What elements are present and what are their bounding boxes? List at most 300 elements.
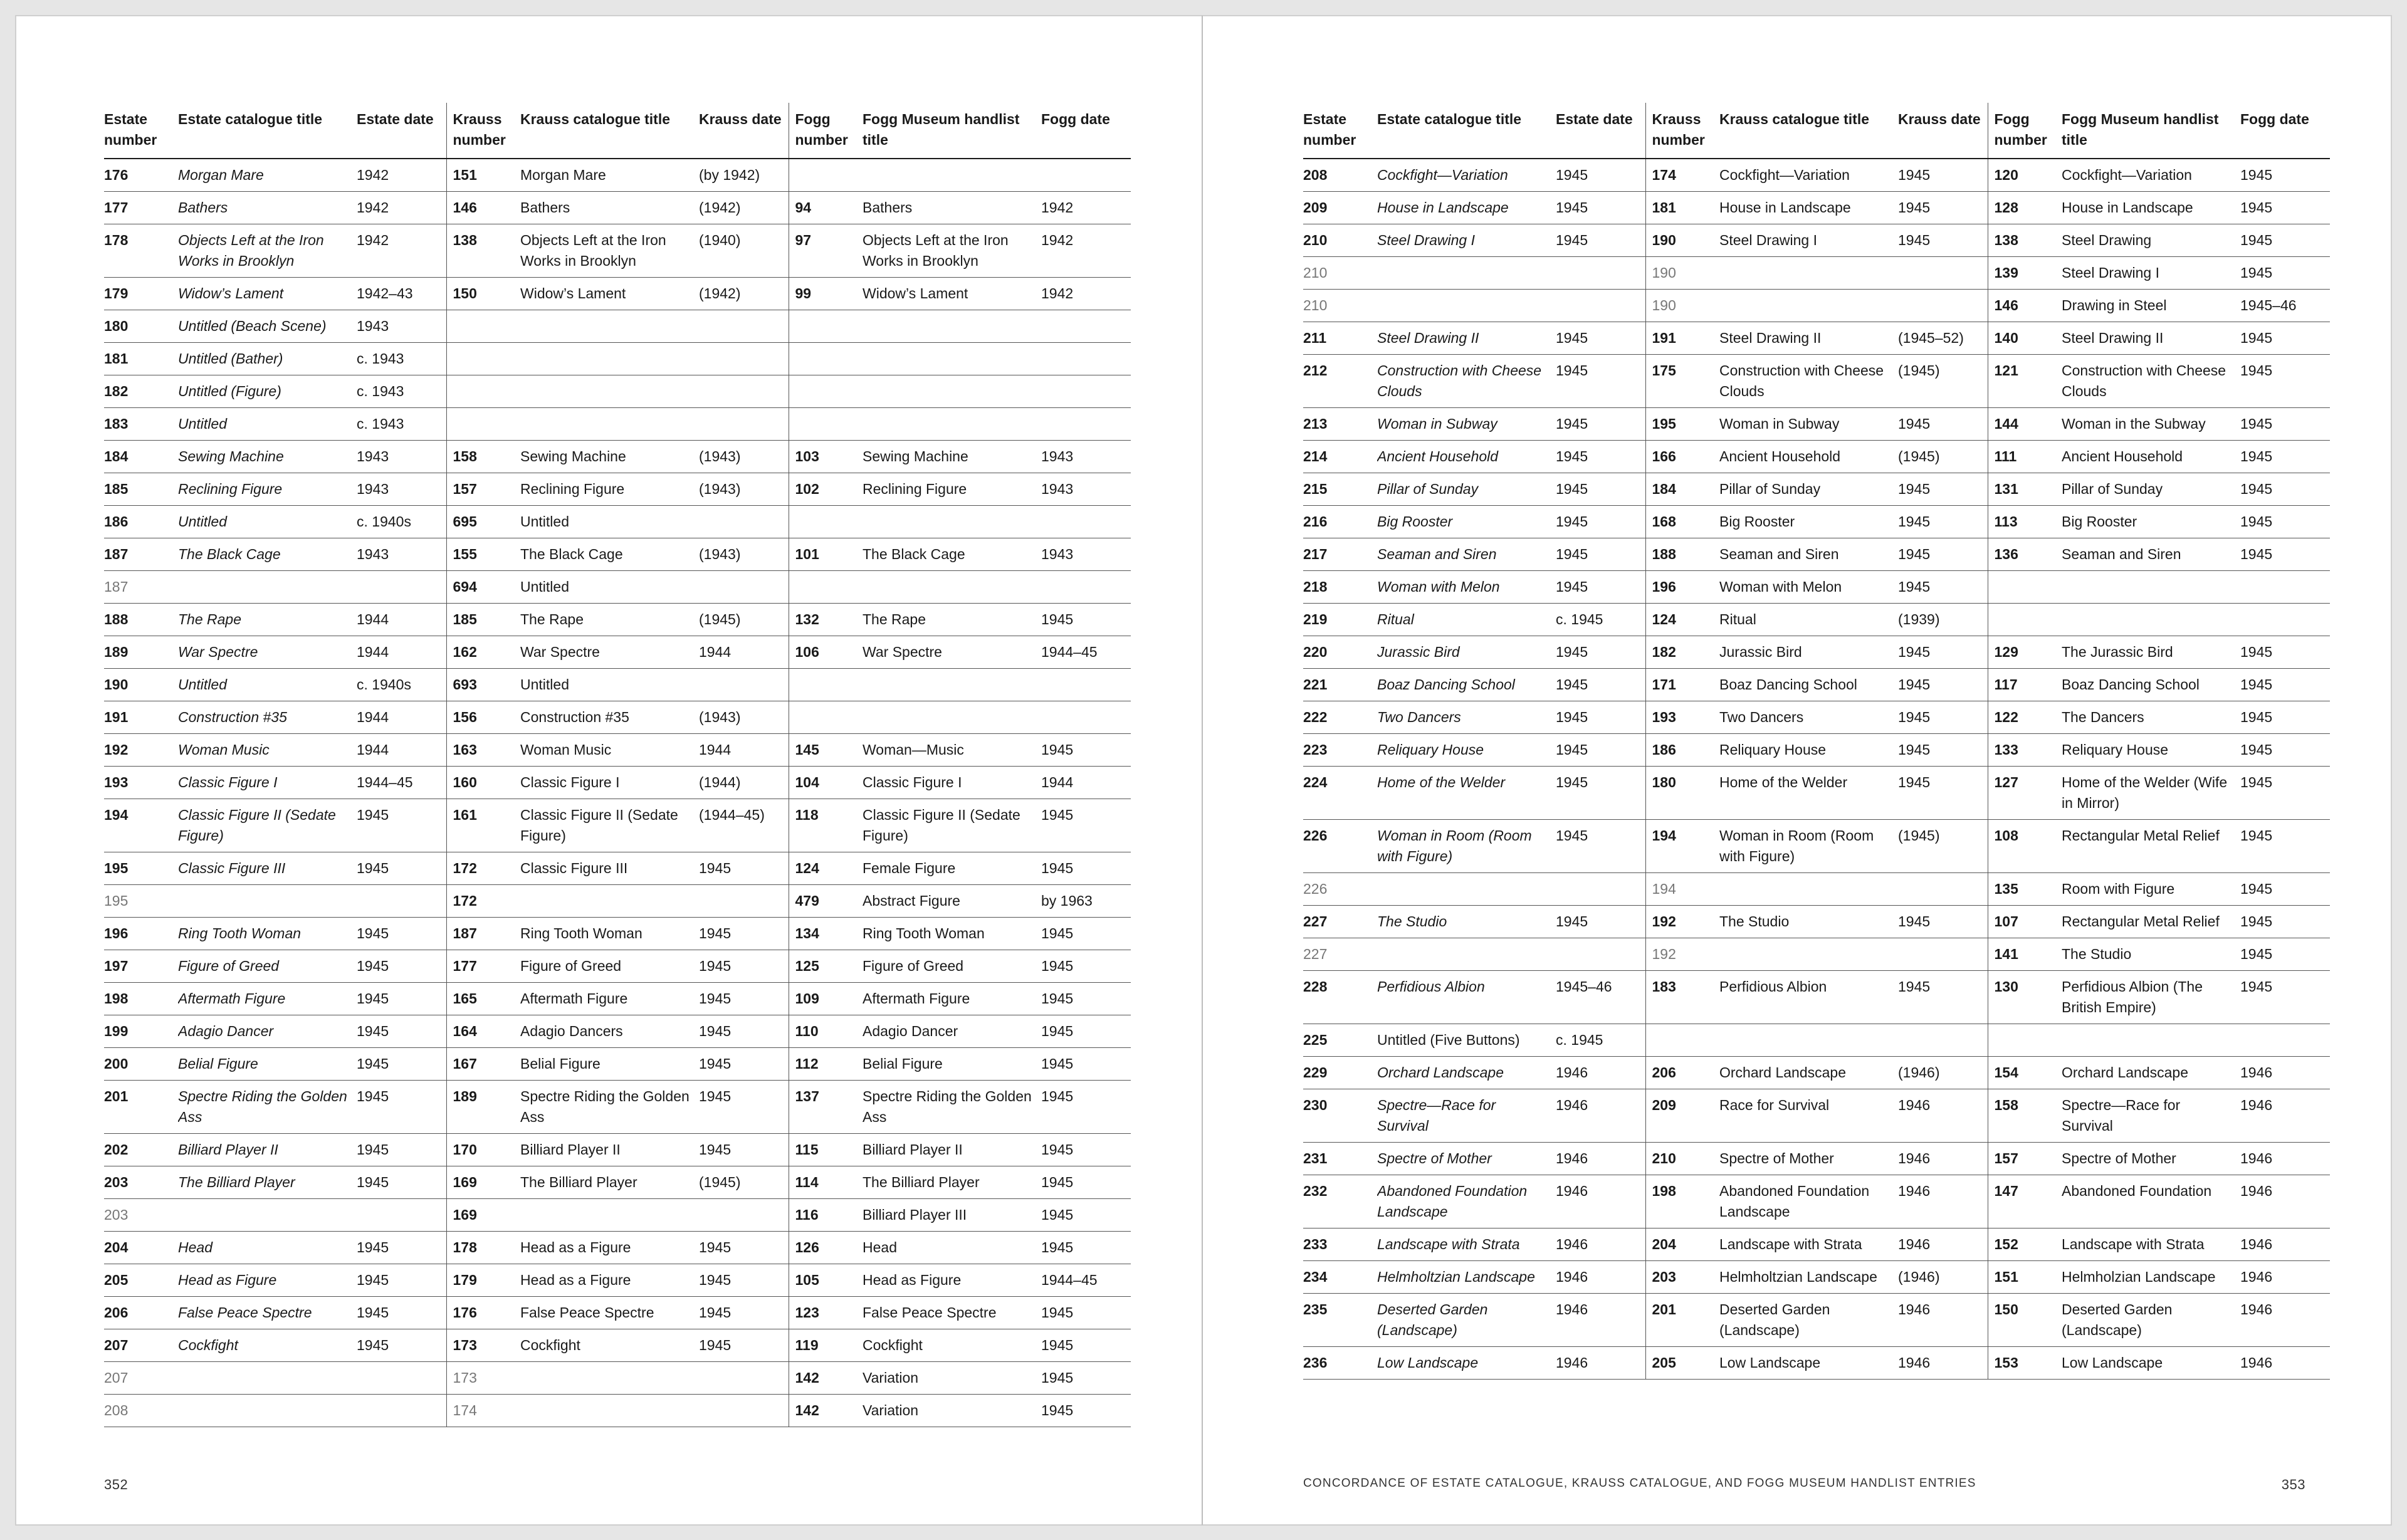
krauss-title-cell: Construction with Cheese Clouds [1719, 355, 1898, 408]
estate-date-cell: 1945 [1556, 820, 1645, 873]
table-row [104, 1395, 1131, 1427]
fogg-date-cell: 1945 [1041, 1362, 1131, 1395]
estate-title-cell: Figure of Greed [178, 950, 357, 983]
fogg-number-cell: 151 [1988, 1261, 2062, 1294]
estate-date-cell: 1945 [1556, 734, 1645, 767]
estate-date-cell [1556, 257, 1645, 290]
estate-number-cell: 179 [104, 278, 178, 310]
krauss-title-cell: Classic Figure II (Sedate Figure) [520, 799, 699, 852]
table-row [1303, 1024, 2330, 1057]
estate-date-cell: 1945 [1556, 224, 1645, 257]
table-row [1303, 290, 2330, 322]
header-estate-title: Estate catalogue title [178, 103, 357, 159]
fogg-date-cell: 1946 [2240, 1175, 2330, 1228]
krauss-number-cell: 175 [1645, 355, 1719, 408]
fogg-number-cell: 131 [1988, 473, 2062, 506]
estate-title-cell: Woman in Subway [1377, 408, 1556, 441]
estate-title-cell [1377, 257, 1556, 290]
estate-number-cell: 192 [104, 734, 178, 767]
table-row [1303, 257, 2330, 290]
krauss-date-cell: 1945 [699, 1134, 789, 1166]
fogg-number-cell: 140 [1988, 322, 2062, 355]
fogg-date-cell: 1945 [1041, 1048, 1131, 1081]
fogg-number-cell [789, 375, 863, 408]
estate-date-cell: 1944 [357, 636, 446, 669]
estate-number-cell: 234 [1303, 1261, 1377, 1294]
table-row [1303, 820, 2330, 873]
fogg-title-cell: House in Landscape [2062, 192, 2240, 224]
krauss-date-cell [699, 408, 789, 441]
krauss-number-cell: 162 [446, 636, 520, 669]
fogg-title-cell: Bathers [863, 192, 1041, 224]
krauss-title-cell: Aftermath Figure [520, 983, 699, 1015]
fogg-date-cell: 1942 [1041, 278, 1131, 310]
krauss-date-cell: 1944 [699, 734, 789, 767]
fogg-number-cell [1988, 1024, 2062, 1057]
krauss-date-cell [1898, 257, 1988, 290]
krauss-date-cell: 1945 [1898, 669, 1988, 701]
table-row [104, 852, 1131, 885]
estate-date-cell: 1946 [1556, 1347, 1645, 1380]
table-body-left [104, 159, 1131, 1427]
table-row [1303, 1143, 2330, 1175]
estate-number-cell: 195 [104, 885, 178, 918]
fogg-number-cell: 121 [1988, 355, 2062, 408]
krauss-date-cell: (1943) [699, 473, 789, 506]
krauss-title-cell: Sewing Machine [520, 441, 699, 473]
header-fogg-date: Fogg date [1041, 103, 1131, 159]
header-estate-number: Estate number [1303, 103, 1377, 159]
krauss-date-cell: 1946 [1898, 1143, 1988, 1175]
krauss-date-cell: (1945) [1898, 441, 1988, 473]
fogg-title-cell: Boaz Dancing School [2062, 669, 2240, 701]
fogg-date-cell: 1945 [2240, 906, 2330, 938]
table-row [104, 950, 1131, 983]
fogg-date-cell: 1946 [2240, 1143, 2330, 1175]
estate-date-cell: 1946 [1556, 1143, 1645, 1175]
fogg-date-cell [1041, 343, 1131, 375]
estate-number-cell: 180 [104, 310, 178, 343]
krauss-number-cell: 204 [1645, 1228, 1719, 1261]
estate-number-cell: 235 [1303, 1294, 1377, 1347]
fogg-number-cell: 117 [1988, 669, 2062, 701]
krauss-number-cell: 193 [1645, 701, 1719, 734]
estate-title-cell: Pillar of Sunday [1377, 473, 1556, 506]
krauss-title-cell: Bathers [520, 192, 699, 224]
estate-title-cell: Cockfight—Variation [1377, 159, 1556, 192]
fogg-title-cell: The Dancers [2062, 701, 2240, 734]
estate-title-cell: Reclining Figure [178, 473, 357, 506]
fogg-title-cell: Reclining Figure [863, 473, 1041, 506]
krauss-date-cell: 1946 [1898, 1347, 1988, 1380]
table-row [1303, 159, 2330, 192]
fogg-title-cell: Perfidious Albion (The British Empire) [2062, 971, 2240, 1024]
table-row [104, 408, 1131, 441]
estate-date-cell: 1945 [357, 1232, 446, 1264]
estate-title-cell: Sewing Machine [178, 441, 357, 473]
fogg-title-cell [2062, 604, 2240, 636]
estate-number-cell: 223 [1303, 734, 1377, 767]
fogg-date-cell: 1945 [2240, 322, 2330, 355]
estate-title-cell: Ritual [1377, 604, 1556, 636]
estate-date-cell: 1946 [1556, 1057, 1645, 1089]
fogg-date-cell: 1945 [1041, 799, 1131, 852]
krauss-date-cell: (1943) [699, 701, 789, 734]
fogg-number-cell: 128 [1988, 192, 2062, 224]
header-krauss-number: Krauss number [1645, 103, 1719, 159]
krauss-date-cell [699, 1199, 789, 1232]
estate-number-cell: 176 [104, 159, 178, 192]
krauss-title-cell [1719, 938, 1898, 971]
fogg-title-cell: Abandoned Foundation [2062, 1175, 2240, 1228]
estate-title-cell: House in Landscape [1377, 192, 1556, 224]
estate-date-cell: 1945 [357, 983, 446, 1015]
krauss-date-cell: (1940) [699, 224, 789, 278]
krauss-title-cell: Home of the Welder [1719, 767, 1898, 820]
krauss-date-cell: 1945 [699, 1015, 789, 1048]
krauss-date-cell [699, 310, 789, 343]
table-body-right [1303, 159, 2330, 1380]
estate-number-cell: 185 [104, 473, 178, 506]
estate-date-cell: 1942–43 [357, 278, 446, 310]
fogg-title-cell: Variation [863, 1395, 1041, 1427]
estate-date-cell: 1945 [357, 1048, 446, 1081]
estate-number-cell: 227 [1303, 906, 1377, 938]
estate-date-cell: 1945 [357, 1166, 446, 1199]
fogg-title-cell: Woman in the Subway [2062, 408, 2240, 441]
estate-number-cell: 224 [1303, 767, 1377, 820]
krauss-title-cell: Morgan Mare [520, 159, 699, 192]
krauss-title-cell: Objects Left at the Iron Works in Brooklyn [520, 224, 699, 278]
krauss-number-cell: 210 [1645, 1143, 1719, 1175]
fogg-date-cell: 1944–45 [1041, 636, 1131, 669]
fogg-number-cell: 118 [789, 799, 863, 852]
krauss-date-cell [1898, 873, 1988, 906]
estate-date-cell [357, 885, 446, 918]
krauss-title-cell: The Rape [520, 604, 699, 636]
estate-date-cell: 1945 [357, 1134, 446, 1166]
krauss-title-cell: Helmholtzian Landscape [1719, 1261, 1898, 1294]
fogg-number-cell [789, 408, 863, 441]
krauss-date-cell: (1945) [1898, 820, 1988, 873]
estate-title-cell: Bathers [178, 192, 357, 224]
krauss-date-cell: 1945 [1898, 538, 1988, 571]
fogg-date-cell: 1945 [1041, 852, 1131, 885]
table-row [104, 506, 1131, 538]
krauss-number-cell: 191 [1645, 322, 1719, 355]
fogg-date-cell: 1945 [2240, 938, 2330, 971]
krauss-title-cell: House in Landscape [1719, 192, 1898, 224]
krauss-number-cell: 138 [446, 224, 520, 278]
fogg-date-cell: 1946 [2240, 1347, 2330, 1380]
krauss-number-cell: 160 [446, 767, 520, 799]
krauss-number-cell: 182 [1645, 636, 1719, 669]
krauss-number-cell: 196 [1645, 571, 1719, 604]
header-krauss-number: Krauss number [446, 103, 520, 159]
fogg-title-cell: Head [863, 1232, 1041, 1264]
krauss-title-cell: Big Rooster [1719, 506, 1898, 538]
krauss-title-cell: Ring Tooth Woman [520, 918, 699, 950]
table-row [1303, 1228, 2330, 1261]
krauss-date-cell: 1946 [1898, 1175, 1988, 1228]
krauss-date-cell: 1945 [1898, 571, 1988, 604]
page-number-left: 352 [104, 1477, 128, 1492]
fogg-number-cell [1988, 571, 2062, 604]
krauss-number-cell: 694 [446, 571, 520, 604]
krauss-number-cell [446, 375, 520, 408]
estate-date-cell: 1945 [1556, 636, 1645, 669]
table-row [1303, 355, 2330, 408]
estate-title-cell: Jurassic Bird [1377, 636, 1556, 669]
estate-number-cell: 212 [1303, 355, 1377, 408]
estate-title-cell: Untitled (Beach Scene) [178, 310, 357, 343]
estate-date-cell: c. 1945 [1556, 604, 1645, 636]
estate-number-cell: 217 [1303, 538, 1377, 571]
estate-number-cell: 194 [104, 799, 178, 852]
krauss-date-cell: (1945–52) [1898, 322, 1988, 355]
estate-title-cell [1377, 938, 1556, 971]
fogg-number-cell: 123 [789, 1297, 863, 1329]
krauss-number-cell: 167 [446, 1048, 520, 1081]
header-estate-date: Estate date [1556, 103, 1645, 159]
table-row [104, 159, 1131, 192]
estate-title-cell: Spectre of Mother [1377, 1143, 1556, 1175]
krauss-date-cell: 1945 [1898, 506, 1988, 538]
estate-number-cell: 230 [1303, 1089, 1377, 1143]
estate-number-cell: 219 [1303, 604, 1377, 636]
estate-title-cell [178, 1362, 357, 1395]
estate-title-cell: Untitled [178, 506, 357, 538]
krauss-date-cell: (1946) [1898, 1057, 1988, 1089]
fogg-number-cell: 122 [1988, 701, 2062, 734]
krauss-number-cell: 151 [446, 159, 520, 192]
estate-date-cell [1556, 873, 1645, 906]
krauss-date-cell [699, 571, 789, 604]
estate-title-cell: Ancient Household [1377, 441, 1556, 473]
table-row [1303, 604, 2330, 636]
krauss-title-cell: Woman in Subway [1719, 408, 1898, 441]
krauss-number-cell: 146 [446, 192, 520, 224]
fogg-title-cell: Head as Figure [863, 1264, 1041, 1297]
krauss-title-cell: Pillar of Sunday [1719, 473, 1898, 506]
fogg-title-cell: Billiard Player III [863, 1199, 1041, 1232]
fogg-date-cell: 1944–45 [1041, 1264, 1131, 1297]
table-row [1303, 669, 2330, 701]
fogg-number-cell [789, 571, 863, 604]
estate-date-cell: 1945 [357, 1329, 446, 1362]
estate-number-cell: 229 [1303, 1057, 1377, 1089]
fogg-date-cell: 1945 [1041, 1015, 1131, 1048]
fogg-date-cell [1041, 701, 1131, 734]
estate-title-cell: Woman Music [178, 734, 357, 767]
fogg-number-cell: 135 [1988, 873, 2062, 906]
estate-date-cell: 1943 [357, 538, 446, 571]
fogg-title-cell [863, 408, 1041, 441]
fogg-number-cell [789, 310, 863, 343]
krauss-title-cell [520, 343, 699, 375]
krauss-title-cell: The Studio [1719, 906, 1898, 938]
table-row [104, 701, 1131, 734]
krauss-number-cell: 192 [1645, 938, 1719, 971]
krauss-number-cell: 169 [446, 1166, 520, 1199]
table-row [104, 473, 1131, 506]
estate-date-cell: 1942 [357, 192, 446, 224]
krauss-title-cell: Ritual [1719, 604, 1898, 636]
estate-title-cell: Two Dancers [1377, 701, 1556, 734]
krauss-title-cell [1719, 290, 1898, 322]
fogg-date-cell: 1945 [2240, 192, 2330, 224]
krauss-date-cell: 1945 [1898, 971, 1988, 1024]
estate-date-cell: 1945 [1556, 669, 1645, 701]
fogg-number-cell: 99 [789, 278, 863, 310]
krauss-number-cell: 158 [446, 441, 520, 473]
table-row [1303, 938, 2330, 971]
estate-date-cell: 1945 [1556, 906, 1645, 938]
estate-title-cell: Steel Drawing I [1377, 224, 1556, 257]
estate-date-cell: c. 1943 [357, 408, 446, 441]
krauss-date-cell: (1944) [699, 767, 789, 799]
table-row [1303, 1294, 2330, 1347]
krauss-date-cell: 1945 [1898, 159, 1988, 192]
krauss-date-cell [699, 1362, 789, 1395]
estate-number-cell: 177 [104, 192, 178, 224]
fogg-number-cell: 94 [789, 192, 863, 224]
fogg-title-cell [863, 375, 1041, 408]
estate-title-cell: Classic Figure III [178, 852, 357, 885]
fogg-date-cell: 1945 [2240, 408, 2330, 441]
table-row [104, 1134, 1131, 1166]
estate-number-cell: 202 [104, 1134, 178, 1166]
krauss-title-cell: Woman Music [520, 734, 699, 767]
krauss-title-cell: Construction #35 [520, 701, 699, 734]
estate-date-cell: 1945 [357, 950, 446, 983]
krauss-number-cell: 172 [446, 885, 520, 918]
estate-date-cell: 1945 [1556, 322, 1645, 355]
table-row [1303, 701, 2330, 734]
krauss-title-cell [520, 408, 699, 441]
estate-number-cell: 213 [1303, 408, 1377, 441]
table-row [1303, 1261, 2330, 1294]
fogg-number-cell: 134 [789, 918, 863, 950]
estate-date-cell: c. 1945 [1556, 1024, 1645, 1057]
krauss-date-cell: 1945 [1898, 192, 1988, 224]
estate-title-cell [1377, 290, 1556, 322]
krauss-title-cell: Spectre Riding the Golden Ass [520, 1081, 699, 1134]
table-row [1303, 636, 2330, 669]
krauss-number-cell [446, 343, 520, 375]
estate-number-cell: 208 [104, 1395, 178, 1427]
estate-date-cell: 1945 [1556, 192, 1645, 224]
fogg-title-cell: Belial Figure [863, 1048, 1041, 1081]
estate-title-cell: Morgan Mare [178, 159, 357, 192]
fogg-number-cell: 114 [789, 1166, 863, 1199]
fogg-date-cell: 1945 [2240, 441, 2330, 473]
estate-date-cell: 1945 [357, 1264, 446, 1297]
estate-date-cell: 1946 [1556, 1089, 1645, 1143]
krauss-number-cell: 176 [446, 1297, 520, 1329]
fogg-date-cell [1041, 159, 1131, 192]
fogg-number-cell: 111 [1988, 441, 2062, 473]
fogg-title-cell: Low Landscape [2062, 1347, 2240, 1380]
table-row [1303, 571, 2330, 604]
estate-date-cell: 1945 [1556, 408, 1645, 441]
fogg-number-cell [789, 701, 863, 734]
fogg-title-cell: Room with Figure [2062, 873, 2240, 906]
krauss-title-cell [1719, 1024, 1898, 1057]
fogg-number-cell: 104 [789, 767, 863, 799]
fogg-title-cell: Figure of Greed [863, 950, 1041, 983]
krauss-number-cell: 172 [446, 852, 520, 885]
header-estate-number: Estate number [104, 103, 178, 159]
table-row [1303, 906, 2330, 938]
fogg-date-cell: 1945 [1041, 1329, 1131, 1362]
estate-number-cell: 215 [1303, 473, 1377, 506]
fogg-number-cell: 125 [789, 950, 863, 983]
estate-number-cell: 183 [104, 408, 178, 441]
fogg-number-cell: 139 [1988, 257, 2062, 290]
fogg-date-cell: 1945 [1041, 734, 1131, 767]
fogg-number-cell: 103 [789, 441, 863, 473]
krauss-date-cell: 1945 [1898, 473, 1988, 506]
krauss-number-cell: 209 [1645, 1089, 1719, 1143]
estate-title-cell: Landscape with Strata [1377, 1228, 1556, 1261]
fogg-title-cell [863, 159, 1041, 192]
table-row [1303, 322, 2330, 355]
table-row [104, 343, 1131, 375]
fogg-date-cell: 1945 [1041, 1199, 1131, 1232]
krauss-number-cell: 166 [1645, 441, 1719, 473]
estate-date-cell: c. 1943 [357, 343, 446, 375]
fogg-number-cell: 137 [789, 1081, 863, 1134]
krauss-date-cell: 1945 [699, 1264, 789, 1297]
estate-date-cell: 1945 [1556, 538, 1645, 571]
estate-title-cell: Woman with Melon [1377, 571, 1556, 604]
fogg-date-cell: 1943 [1041, 538, 1131, 571]
fogg-title-cell: Female Figure [863, 852, 1041, 885]
estate-number-cell: 214 [1303, 441, 1377, 473]
estate-number-cell: 187 [104, 538, 178, 571]
estate-title-cell: Adagio Dancer [178, 1015, 357, 1048]
fogg-date-cell: 1945 [1041, 918, 1131, 950]
krauss-number-cell: 203 [1645, 1261, 1719, 1294]
header-krauss-title: Krauss catalogue title [520, 103, 699, 159]
krauss-number-cell [1645, 1024, 1719, 1057]
estate-number-cell: 199 [104, 1015, 178, 1048]
fogg-date-cell: 1945 [2240, 224, 2330, 257]
table-row [1303, 873, 2330, 906]
krauss-title-cell: Classic Figure III [520, 852, 699, 885]
fogg-date-cell: 1945 [2240, 971, 2330, 1024]
estate-title-cell: Orchard Landscape [1377, 1057, 1556, 1089]
fogg-title-cell [863, 310, 1041, 343]
krauss-number-cell: 178 [446, 1232, 520, 1264]
fogg-date-cell: 1945 [2240, 636, 2330, 669]
fogg-title-cell [2062, 571, 2240, 604]
fogg-date-cell: 1945 [2240, 473, 2330, 506]
krauss-number-cell: 185 [446, 604, 520, 636]
fogg-date-cell [1041, 571, 1131, 604]
krauss-number-cell: 194 [1645, 820, 1719, 873]
table-row [104, 1048, 1131, 1081]
fogg-title-cell: Orchard Landscape [2062, 1057, 2240, 1089]
estate-number-cell: 216 [1303, 506, 1377, 538]
fogg-number-cell [1988, 604, 2062, 636]
estate-date-cell: 1945 [1556, 355, 1645, 408]
krauss-title-cell: Perfidious Albion [1719, 971, 1898, 1024]
fogg-title-cell: Home of the Welder (Wife in Mirror) [2062, 767, 2240, 820]
table-row [104, 1199, 1131, 1232]
fogg-title-cell: The Studio [2062, 938, 2240, 971]
